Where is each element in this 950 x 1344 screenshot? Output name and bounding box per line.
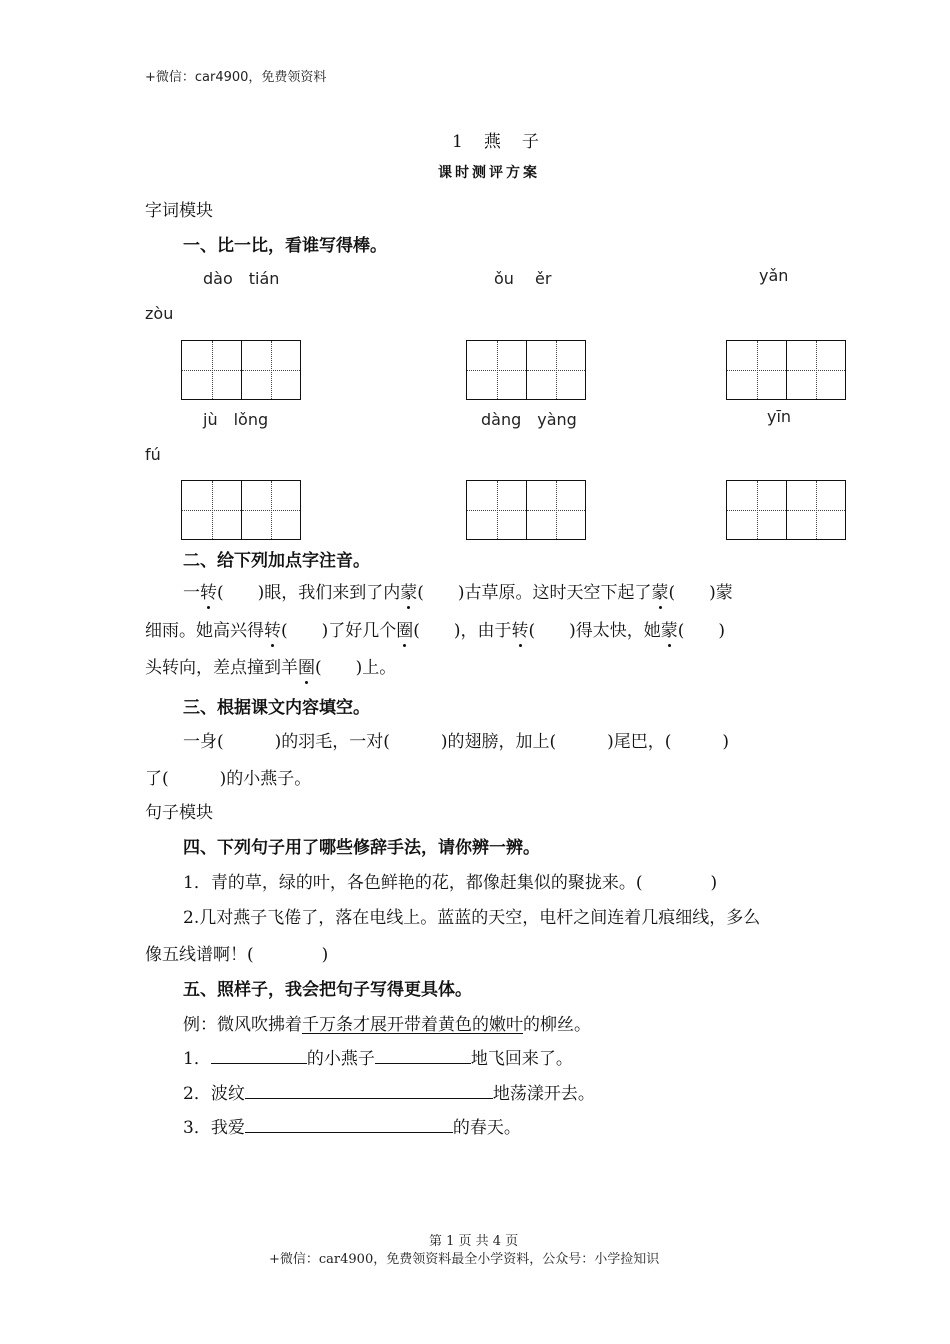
answer-blank[interactable] (245, 1079, 493, 1099)
footer-note: +微信：car4900，免费领资料最全小学资料，公众号：小学捡知识 (269, 1252, 660, 1267)
q2-line-3: 头转向，差点撞到羊圈( )上。 (145, 653, 396, 678)
question-1-heading: 一、比一比，看谁写得棒。 (183, 236, 387, 256)
answer-blank[interactable] (245, 1113, 453, 1133)
writing-grid[interactable] (466, 340, 586, 400)
header-note: +微信：car4900，免费领资料 (145, 70, 327, 85)
writing-grid[interactable] (726, 340, 846, 400)
module-sentences-heading: 句子模块 (145, 803, 213, 823)
dotted-char: 蒙 (652, 578, 669, 603)
module-words-heading: 字词模块 (145, 201, 213, 221)
page-number: 第 1 页 共 4 页 (429, 1234, 519, 1249)
answer-blank[interactable] (211, 1044, 307, 1064)
pinyin-1-1: dào tián (203, 269, 280, 288)
q2-line-2: 细雨。她高兴得转( )了好几个圈( )，由于转( )得太快，她蒙( ) (145, 616, 725, 641)
q4-sentence-1: 1．青的草，绿的叶，各色鲜艳的花，都像赶集似的聚拢来。( ) (183, 873, 718, 893)
q4-sentence-2b: 像五线谱啊！( ) (145, 945, 329, 965)
pinyin-1-4: zòu (145, 304, 174, 323)
pinyin-1-2: ǒu ěr (494, 269, 552, 288)
question-5-heading: 五、照样子，我会把句子写得更具体。 (183, 980, 472, 1000)
pinyin-2-3: yīn (767, 407, 792, 426)
q3-line-2: 了( )的小燕子。 (145, 769, 312, 789)
question-3-heading: 三、根据课文内容填空。 (183, 698, 370, 718)
q4-sentence-2a: 2.几对燕子飞倦了，落在电线上。蓝蓝的天空，电杆之间连着几痕细线，多么 (183, 908, 761, 928)
pinyin-2-1: jù lǒng (203, 410, 269, 429)
dotted-char: 转 (512, 616, 529, 641)
writing-grid[interactable] (726, 480, 846, 540)
q5-item-3: 3．我爱 的春天。 (183, 1113, 521, 1138)
pinyin-2-4: fú (145, 445, 161, 464)
answer-blank[interactable] (375, 1044, 471, 1064)
pinyin-2-2: dàng yàng (481, 410, 577, 429)
dotted-char: 转 (200, 578, 217, 603)
q2-line-1: 一转( )眼，我们来到了内蒙( )古草原。这时天空下起了蒙( )蒙 (183, 578, 733, 603)
dotted-char: 蒙 (661, 616, 678, 641)
dotted-char: 圈 (396, 616, 413, 641)
q5-item-2: 2．波纹 地荡漾开去。 (183, 1079, 595, 1104)
dotted-char: 蒙 (400, 578, 417, 603)
writing-grid[interactable] (466, 480, 586, 540)
example-underlined: 千万条才展开带着黄色的嫩叶 (302, 1015, 523, 1035)
writing-grid[interactable] (181, 480, 301, 540)
dotted-char: 圈 (298, 653, 315, 678)
question-4-heading: 四、下列句子用了哪些修辞手法，请你辨一辨。 (183, 838, 540, 858)
page-title: 1 燕 子 (452, 132, 541, 152)
q5-example: 例：微风吹拂着千万条才展开带着黄色的嫩叶的柳丝。 (183, 1015, 591, 1035)
q5-item-1: 1． 的小燕子 地飞回来了。 (183, 1044, 573, 1069)
pinyin-1-3: yǎn (759, 266, 789, 285)
page-subtitle: 课时测评方案 (438, 165, 540, 181)
q3-line-1: 一身( )的羽毛，一对( )的翅膀，加上( )尾巴，( ) (183, 732, 730, 752)
dotted-char: 转 (264, 616, 281, 641)
question-2-heading: 二、给下列加点字注音。 (183, 551, 370, 571)
writing-grid[interactable] (181, 340, 301, 400)
